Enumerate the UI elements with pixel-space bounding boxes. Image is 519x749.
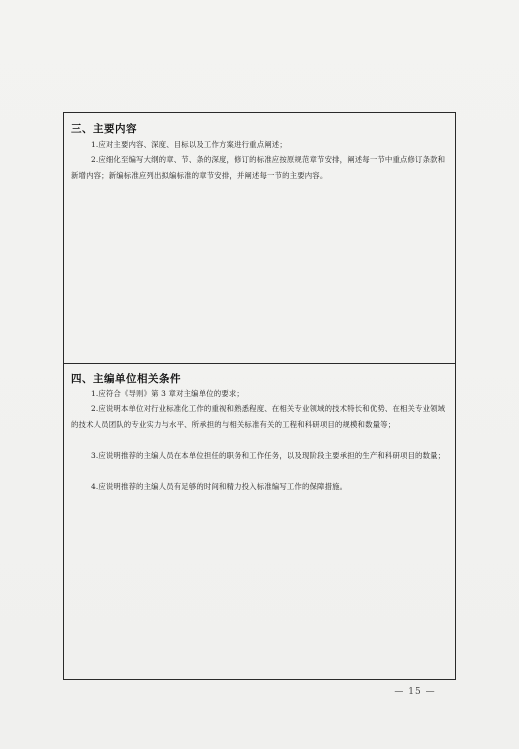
form-table <box>63 112 456 680</box>
paragraph: 2.应细化至编写大纲的章、节、条的深度，修订的标准应按原规范章节安排，阐述每一节中重点修订条款和新增内容；新编标准应列出拟编标准的章节安排，并阐述每一节的主要内容。 <box>71 155 446 180</box>
paragraph: 1.应对主要内容、深度、目标以及工作方案进行重点阐述； <box>91 140 287 149</box>
paragraph: 4.应说明推荐的主编人员有足够的时间和精力投入标准编写工作的保障措施。 <box>91 482 348 491</box>
section-main-content <box>64 113 455 364</box>
section-editor-conditions <box>64 364 455 679</box>
paragraph: 2.应说明本单位对行业标准化工作的重视和熟悉程度、在相关专业领域的技术特长和优势、在相关专业领域的技术人员团队的专业实力与水平、所承担的与相关标准有关的工程和科研项目的规模和数量等； <box>71 404 446 429</box>
section-title: 四、主编单位相关条件 <box>71 373 181 385</box>
section-title: 三、主要内容 <box>71 123 137 135</box>
paragraph: 3.应说明推荐的主编人员在本单位担任的职务和工作任务，以及现阶段主要承担的生产和科研项目的数量； <box>91 451 446 460</box>
page-number: — 15 — <box>394 687 436 697</box>
paragraph: 1.应符合《导则》第 3 章对主编单位的要求； <box>91 389 244 398</box>
